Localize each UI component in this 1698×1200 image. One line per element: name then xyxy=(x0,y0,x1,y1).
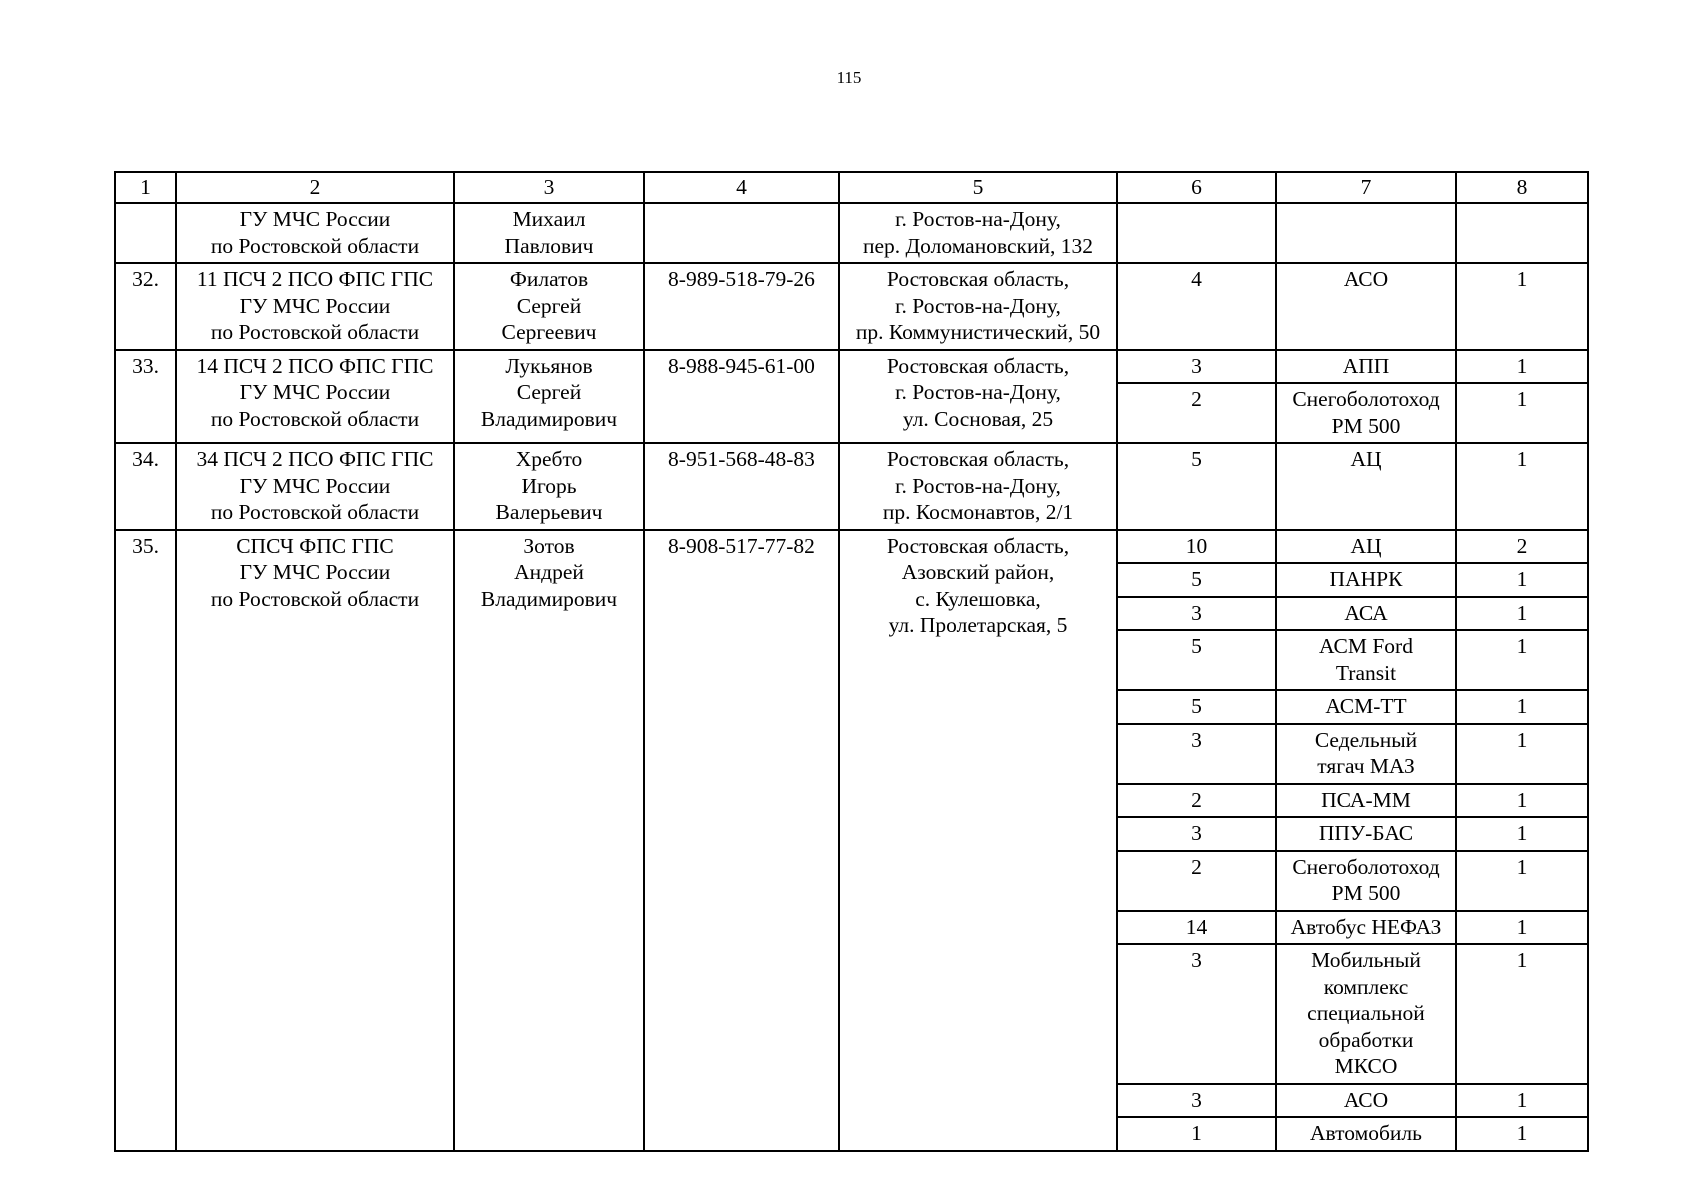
equipment-count-cell: 1 xyxy=(1456,630,1588,690)
address-cell: Ростовская область, г. Ростов-на-Дону, пр. Коммунистический, 50 xyxy=(839,263,1117,350)
header-cell: 2 xyxy=(176,172,454,203)
equipment-count-cell: 1 xyxy=(1456,784,1588,818)
equipment-qty-cell: 3 xyxy=(1117,1084,1276,1118)
equipment-name-cell: ПАНРК xyxy=(1276,563,1456,597)
address-cell: Ростовская область, г. Ростов-на-Дону, пр. Космонавтов, 2/1 xyxy=(839,443,1117,530)
equipment-name-cell: АСО xyxy=(1276,1084,1456,1118)
equipment-qty-cell: 2 xyxy=(1117,383,1276,443)
organization-cell: СПСЧ ФПС ГПС ГУ МЧС России по Ростовской области xyxy=(176,530,454,1151)
equipment-qty-cell: 2 xyxy=(1117,784,1276,818)
equipment-name-cell: Автомобиль xyxy=(1276,1117,1456,1151)
header-cell: 3 xyxy=(454,172,644,203)
equipment-count-cell: 1 xyxy=(1456,690,1588,724)
row-number-cell: 35. xyxy=(115,530,176,1151)
equipment-name-cell: АСО xyxy=(1276,263,1456,350)
equipment-name-cell: ПСА-ММ xyxy=(1276,784,1456,818)
equipment-qty-cell: 3 xyxy=(1117,944,1276,1084)
equipment-count-cell: 1 xyxy=(1456,724,1588,784)
equipment-count-cell: 1 xyxy=(1456,911,1588,945)
person-cell: Зотов Андрей Владимирович xyxy=(454,530,644,1151)
equipment-qty-cell xyxy=(1117,203,1276,263)
equipment-qty-cell: 5 xyxy=(1117,563,1276,597)
equipment-qty-cell: 14 xyxy=(1117,911,1276,945)
row-number-cell: 33. xyxy=(115,350,176,444)
equipment-count-cell: 1 xyxy=(1456,1117,1588,1151)
table-row xyxy=(115,263,1588,350)
header-cell: 7 xyxy=(1276,172,1456,203)
address-cell: Ростовская область, Азовский район, с. Кулешовка, ул. Пролетарская, 5 xyxy=(839,530,1117,1151)
equipment-count-cell: 1 xyxy=(1456,443,1588,530)
equipment-qty-cell: 5 xyxy=(1117,630,1276,690)
equipment-qty-cell: 1 xyxy=(1117,1117,1276,1151)
row-number-cell xyxy=(115,203,176,263)
person-cell: Лукьянов Сергей Владимирович xyxy=(454,350,644,444)
equipment-qty-cell: 10 xyxy=(1117,530,1276,564)
equipment-count-cell: 1 xyxy=(1456,851,1588,911)
equipment-count-cell: 1 xyxy=(1456,383,1588,443)
organization-cell: ГУ МЧС России по Ростовской области xyxy=(176,203,454,263)
phone-cell: 8-908-517-77-82 xyxy=(644,530,839,1151)
equipment-count-cell: 1 xyxy=(1456,944,1588,1084)
equipment-count-cell: 1 xyxy=(1456,1084,1588,1118)
equipment-qty-cell: 3 xyxy=(1117,350,1276,384)
equipment-qty-cell: 2 xyxy=(1117,851,1276,911)
organization-cell: 34 ПСЧ 2 ПСО ФПС ГПС ГУ МЧС России по Ростовской области xyxy=(176,443,454,530)
header-cell: 4 xyxy=(644,172,839,203)
header-row xyxy=(115,172,1588,203)
equipment-count-cell: 2 xyxy=(1456,530,1588,564)
equipment-name-cell: АСМ Ford Transit xyxy=(1276,630,1456,690)
equipment-count-cell: 1 xyxy=(1456,350,1588,384)
equipment-qty-cell: 4 xyxy=(1117,263,1276,350)
header-cell: 8 xyxy=(1456,172,1588,203)
page-number: 115 xyxy=(836,68,862,87)
equipment-qty-cell: 5 xyxy=(1117,443,1276,530)
equipment-name-cell: ППУ-БАС xyxy=(1276,817,1456,851)
equipment-name-cell: Автобус НЕФАЗ xyxy=(1276,911,1456,945)
equipment-name-cell: АСМ-ТТ xyxy=(1276,690,1456,724)
equipment-qty-cell: 3 xyxy=(1117,817,1276,851)
phone-cell: 8-988-945-61-00 xyxy=(644,350,839,444)
equipment-name-cell: АПП xyxy=(1276,350,1456,384)
equipment-count-cell: 1 xyxy=(1456,817,1588,851)
table-row xyxy=(115,350,1588,384)
phone-cell: 8-989-518-79-26 xyxy=(644,263,839,350)
header-cell: 6 xyxy=(1117,172,1276,203)
equipment-name-cell: АСА xyxy=(1276,597,1456,631)
person-cell: Михаил Павлович xyxy=(454,203,644,263)
equipment-qty-cell: 3 xyxy=(1117,724,1276,784)
person-cell: Хребто Игорь Валерьевич xyxy=(454,443,644,530)
equipment-name-cell: Мобильный комплекс специальной обработки МКСО xyxy=(1276,944,1456,1084)
equipment-qty-cell: 5 xyxy=(1117,690,1276,724)
phone-cell: 8-951-568-48-83 xyxy=(644,443,839,530)
address-cell: Ростовская область, г. Ростов-на-Дону, ул. Сосновая, 25 xyxy=(839,350,1117,444)
header-cell: 1 xyxy=(115,172,176,203)
equipment-count-cell: 1 xyxy=(1456,263,1588,350)
phone-cell xyxy=(644,203,839,263)
continuation-row xyxy=(115,203,1588,263)
person-cell: Филатов Сергей Сергеевич xyxy=(454,263,644,350)
header-cell: 5 xyxy=(839,172,1117,203)
equipment-name-cell: Снегоболотоход РМ 500 xyxy=(1276,851,1456,911)
organization-cell: 14 ПСЧ 2 ПСО ФПС ГПС ГУ МЧС России по Ростовской области xyxy=(176,350,454,444)
units-table xyxy=(114,171,1589,1152)
equipment-name-cell: Седельный тягач МАЗ xyxy=(1276,724,1456,784)
equipment-qty-cell: 3 xyxy=(1117,597,1276,631)
table-row xyxy=(115,443,1588,530)
equipment-count-cell: 1 xyxy=(1456,563,1588,597)
equipment-name-cell: АЦ xyxy=(1276,530,1456,564)
organization-cell: 11 ПСЧ 2 ПСО ФПС ГПС ГУ МЧС России по Ростовской области xyxy=(176,263,454,350)
address-cell: г. Ростов-на-Дону, пер. Доломановский, 132 xyxy=(839,203,1117,263)
equipment-name-cell: АЦ xyxy=(1276,443,1456,530)
equipment-count-cell xyxy=(1456,203,1588,263)
row-number-cell: 32. xyxy=(115,263,176,350)
equipment-count-cell: 1 xyxy=(1456,597,1588,631)
row-number-cell: 34. xyxy=(115,443,176,530)
equipment-name-cell: Снегоболотоход РМ 500 xyxy=(1276,383,1456,443)
equipment-name-cell xyxy=(1276,203,1456,263)
table-row xyxy=(115,530,1588,564)
